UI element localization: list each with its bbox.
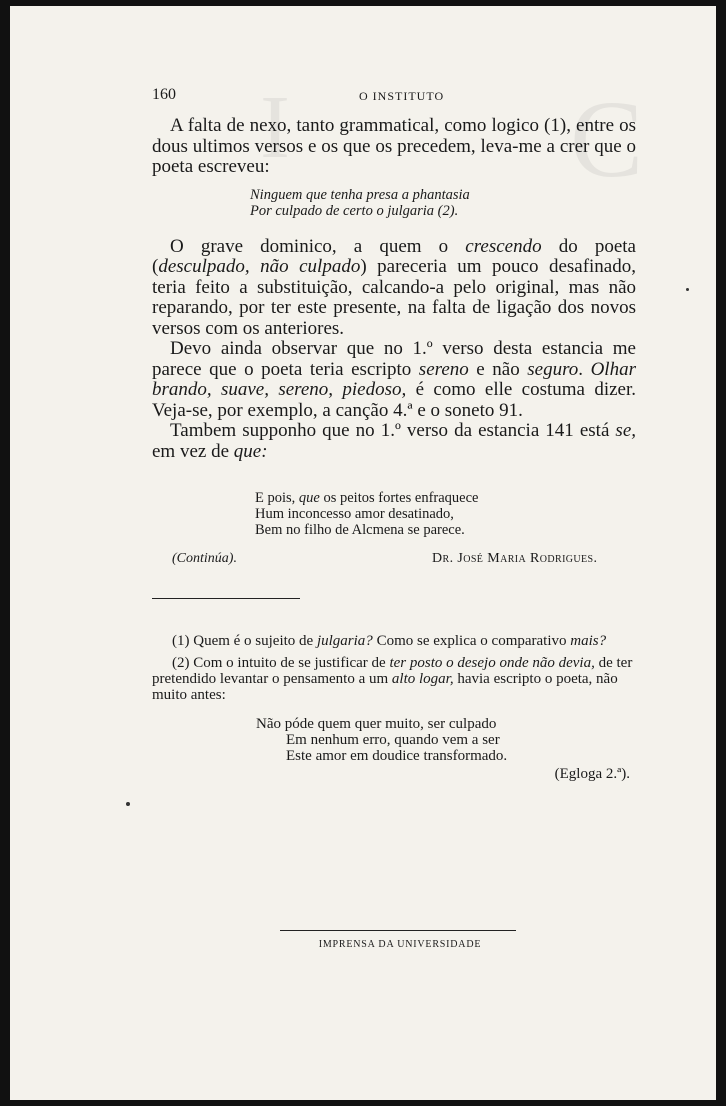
text-run-italic: desculpado, não culpado <box>158 256 361 277</box>
text-run-italic: mais? <box>570 633 607 649</box>
text-run: é como elle costuma dizer. Veja-se, por exemplo, a canção 4.ª e o soneto 91. <box>152 379 636 421</box>
verse-line: Por culpado de certo o julgaria (2). <box>250 202 459 219</box>
bleed-through-glyph: C <box>570 78 644 200</box>
verse-line: Este amor em doudice transformado. <box>286 748 508 764</box>
text-run: O grave dominico, a quem o <box>170 235 466 257</box>
verse-line: Ninguem que tenha presa a phantasia <box>250 186 470 203</box>
footnote-2 <box>152 655 636 703</box>
running-head <box>152 86 636 110</box>
text-run-italic: Olhar brando, suave, sereno, piedoso, <box>152 358 636 400</box>
text-run: havia escripto o poeta, não muito antes: <box>152 671 618 703</box>
footnote-1 <box>152 633 636 649</box>
page-number: 160 <box>152 86 176 103</box>
printer-imprint: IMPRENSA DA UNIVERSIDADE <box>318 939 482 950</box>
ink-speck <box>686 288 689 291</box>
verse-line <box>255 490 636 506</box>
text-run-italic: crescendo <box>465 235 542 257</box>
bleed-through-glyph: I <box>260 78 290 177</box>
book-page <box>10 6 716 1100</box>
text-run-italic: ter posto o desejo onde não devia, <box>389 655 595 671</box>
imprint-rule <box>280 930 516 931</box>
footnote-source: (Egloga 2.ª). <box>554 766 630 782</box>
paragraph-4 <box>152 421 636 462</box>
page-content <box>152 86 636 782</box>
text-run: os peitos fortes enfraquece <box>319 490 479 506</box>
journal-title: O INSTITUTO <box>359 89 445 103</box>
text-run: de ter pretendido levantar o pensamento a um <box>152 655 633 687</box>
footnote-divider <box>152 598 300 599</box>
verse-line: Hum inconcesso amor desatinado, <box>255 506 454 522</box>
ink-speck <box>126 802 130 806</box>
text-run: (1) Quem é o sujeito de <box>172 633 317 649</box>
paragraph-1: A falta de nexo, tanto grammatical, como logico (1), entre os dous ultimos versos e os que os precedem, leva-me a crer que o poeta escreveu: <box>152 115 636 177</box>
paragraph-2 <box>152 237 636 340</box>
text-run: E pois, <box>255 490 299 506</box>
paragraph-3 <box>152 339 636 421</box>
text-run-italic: julgaria? <box>316 633 373 649</box>
text-run-italic: sereno <box>418 358 469 380</box>
text-run-italic: alto logar, <box>391 671 454 687</box>
text-run: do poeta ( <box>152 235 636 277</box>
verse-quote-1 <box>250 187 636 219</box>
verse-quote-2 <box>255 490 636 538</box>
verse-line: Em nenhum erro, quando vem a ser <box>286 732 500 748</box>
text-run-italic: que: <box>233 440 268 462</box>
text-run: e não <box>468 358 528 380</box>
text-run-italic: seguro <box>527 358 579 380</box>
text-run: em vez de <box>152 440 234 462</box>
continua-label: (Continúa). <box>172 551 237 566</box>
text-run: ) pareceria um pouco desafinado, teria feito a substituição, calcando-a pelo original, mas não reparando, por ter este presente, na falta de ligação dos novos versos com os anteriores. <box>152 256 636 339</box>
footnotes <box>152 633 636 782</box>
text-run: Devo ainda observar que no 1.º verso desta estancia me parece que o poeta teria escripto <box>152 338 636 380</box>
signature-line <box>152 551 636 571</box>
author-signature: Dr. José Maria Rodrigues. <box>432 551 598 566</box>
text-run: . <box>578 358 591 380</box>
verse-line: Não póde quem quer muito, ser culpado <box>256 716 497 732</box>
text-run: Como se explica o comparativo <box>372 633 571 649</box>
footnote-verse-quote <box>256 716 636 764</box>
verse-line: Bem no filho de Alcmena se parece. <box>255 522 465 538</box>
text-run-italic: se, <box>615 420 636 441</box>
text-run-italic: que <box>298 490 320 506</box>
text-run: Tambem supponho que no 1.º verso da estancia 141 está <box>170 420 616 441</box>
text-run: (2) Com o intuito de se justificar de <box>172 655 390 671</box>
